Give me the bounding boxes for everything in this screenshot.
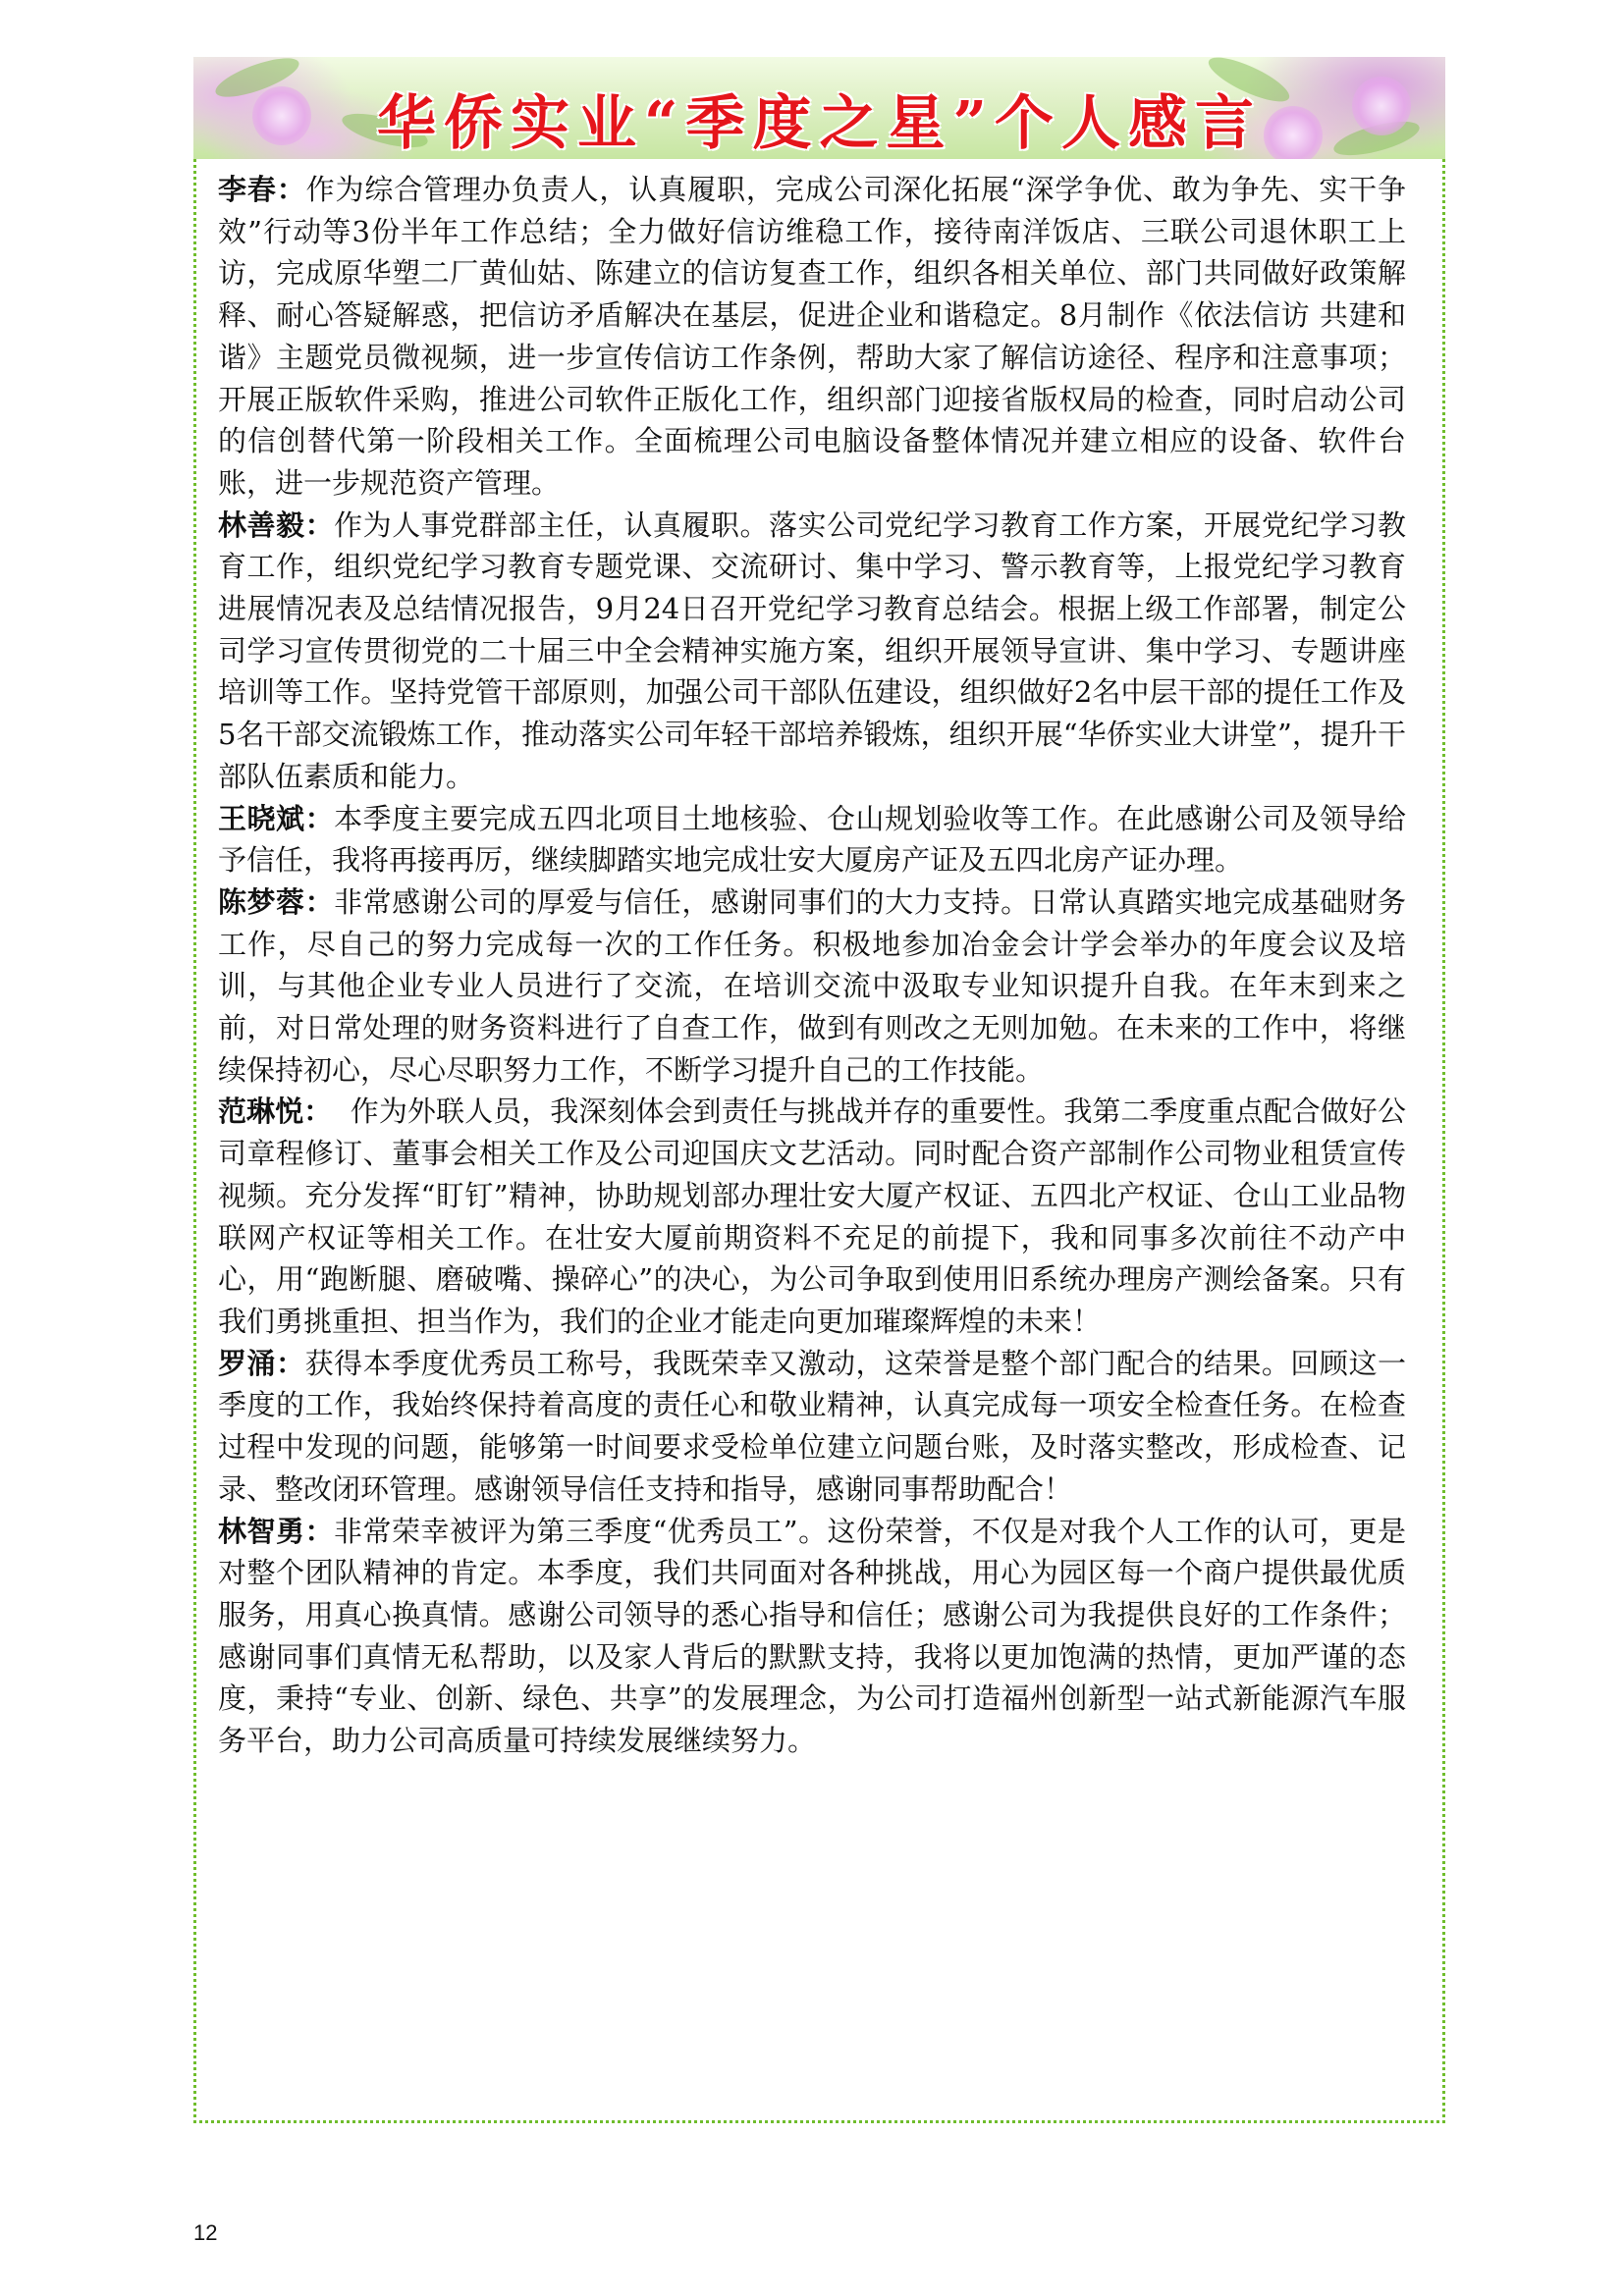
entry-name: 范琳悦： [218, 1095, 333, 1129]
entry-name: 王晓斌： [218, 801, 335, 835]
entry-text: 获得本季度优秀员工称号，我既荣幸又激动，这荣誉是整个部门配合的结果。回顾这一季度的工作，我始终保持着高度的责任心和敬业精神，认真完成每一项安全检查任务。在检查过程中发现的问题，能够第一时间要求受检单位建立问题台账，及时落实整改，形成检查、记录、整改闭环管理。感谢领导信任支持和指导，感谢同事帮助配合！ [218, 1346, 1406, 1506]
entry-fan-linyue [218, 1091, 1406, 1342]
page-number: 12 [193, 2220, 218, 2245]
page-title: 华侨实业“季度之星”个人感言 [376, 89, 1263, 158]
entry-name: 林智勇： [218, 1514, 334, 1548]
entry-luo-yong [218, 1343, 1406, 1511]
entry-text: 作为人事党群部主任，认真履职。落实公司党纪学习教育工作方案，开展党纪学习教育工作，组织党纪学习教育专题党课、交流研讨、集中学习、警示教育等，上报党纪学习教育进展情况表及总结情况报告，9月24日召开党纪学习教育总结会。根据上级工作部署，制定公司学习宣传贯彻党的二十届三中全会精神实施方案，组织开展领导宣讲、集中学习、专题讲座培训等工作。坚持党管干部原则，加强公司干部队伍建设，组织做好2名中层干部的提任工作及5名干部交流锻炼工作，推动落实公司年轻干部培养锻炼，组织开展“华侨实业大讲堂”，提升干部队伍素质和能力。 [218, 507, 1406, 793]
entry-chen-mengrong [218, 881, 1406, 1092]
entry-name: 陈梦蓉： [218, 884, 335, 919]
entry-name: 罗涌： [218, 1346, 305, 1380]
entry-name: 李春： [218, 173, 306, 206]
entry-li-chun [218, 169, 1406, 505]
entry-name: 林善毅： [218, 507, 335, 542]
entry-wang-xiaobin [218, 798, 1406, 881]
entry-text: 本季度主要完成五四北项目土地核验、仓山规划验收等工作。在此感谢公司及领导给予信任，我将再接再厉，继续脚踏实地完成壮安大厦房产证及五四北房产证办理。 [218, 801, 1406, 878]
header-banner [193, 57, 1445, 159]
article-body [218, 169, 1406, 1762]
entry-lin-zhiyong [218, 1511, 1406, 1762]
entry-text: 作为外联人员，我深刻体会到责任与挑战并存的重要性。我第二季度重点配合做好公司章程修订、董事会相关工作及公司迎国庆文艺活动。同时配合资产部制作公司物业租赁宣传视频。充分发挥“盯钉”精神，协助规划部办理壮安大厦产权证、五四北产权证、仓山工业品物联网产权证等相关工作。在壮安大厦前期资料不充足的前提下，我和同事多次前往不动产中心，用“跑断腿、磨破嘴、操碎心”的决心，为公司争取到使用旧系统办理房产测绘备案。只有我们勇挑重担、担当作为，我们的企业才能走向更加璀璨辉煌的未来！ [218, 1095, 1406, 1338]
entry-text: 非常荣幸被评为第三季度“优秀员工”。这份荣誉，不仅是对我个人工作的认可，更是对整个团队精神的肯定。本季度，我们共同面对各种挑战，用心为园区每一个商户提供最优质服务，用真心换真情。感谢公司领导的悉心指导和信任；感谢公司为我提供良好的工作条件；感谢同事们真情无私帮助，以及家人背后的默默支持，我将以更加饱满的热情，更加严谨的态度，秉持“专业、创新、绿色、共享”的发展理念，为公司打造福州创新型一站式新能源汽车服务平台，助力公司高质量可持续发展继续努力。 [218, 1514, 1406, 1758]
entry-lin-shanyi [218, 505, 1406, 798]
entry-text: 作为综合管理办负责人，认真履职，完成公司深化拓展“深学争优、敢为争先、实干争效”行动等3份半年工作总结；全力做好信访维稳工作，接待南洋饭店、三联公司退休职工上访，完成原华塑二厂黄仙姑、陈建立的信访复查工作，组织各相关单位、部门共同做好政策解释、耐心答疑解惑，把信访矛盾解决在基层，促进企业和谐稳定。8月制作《依法信访 共建和谐》主题党员微视频，进一步宣传信访工作条例，帮助大家了解信访途径、程序和注意事项；开展正版软件采购，推进公司软件正版化工作，组织部门迎接省版权局的检查，同时启动公司的信创替代第一阶段相关工作。全面梳理公司电脑设备整体情况并建立相应的设备、软件台账，进一步规范资产管理。 [218, 173, 1406, 500]
entry-text: 非常感谢公司的厚爱与信任，感谢同事们的大力支持。日常认真踏实地完成基础财务工作，尽自己的努力完成每一次的工作任务。积极地参加冶金会计学会举办的年度会议及培训，与其他企业专业人员进行了交流，在培训交流中汲取专业知识提升自我。在年末到来之前，对日常处理的财务资料进行了自查工作，做到有则改之无则加勉。在未来的工作中，将继续保持初心，尽心尽职努力工作，不断学习提升自己的工作技能。 [218, 884, 1406, 1087]
